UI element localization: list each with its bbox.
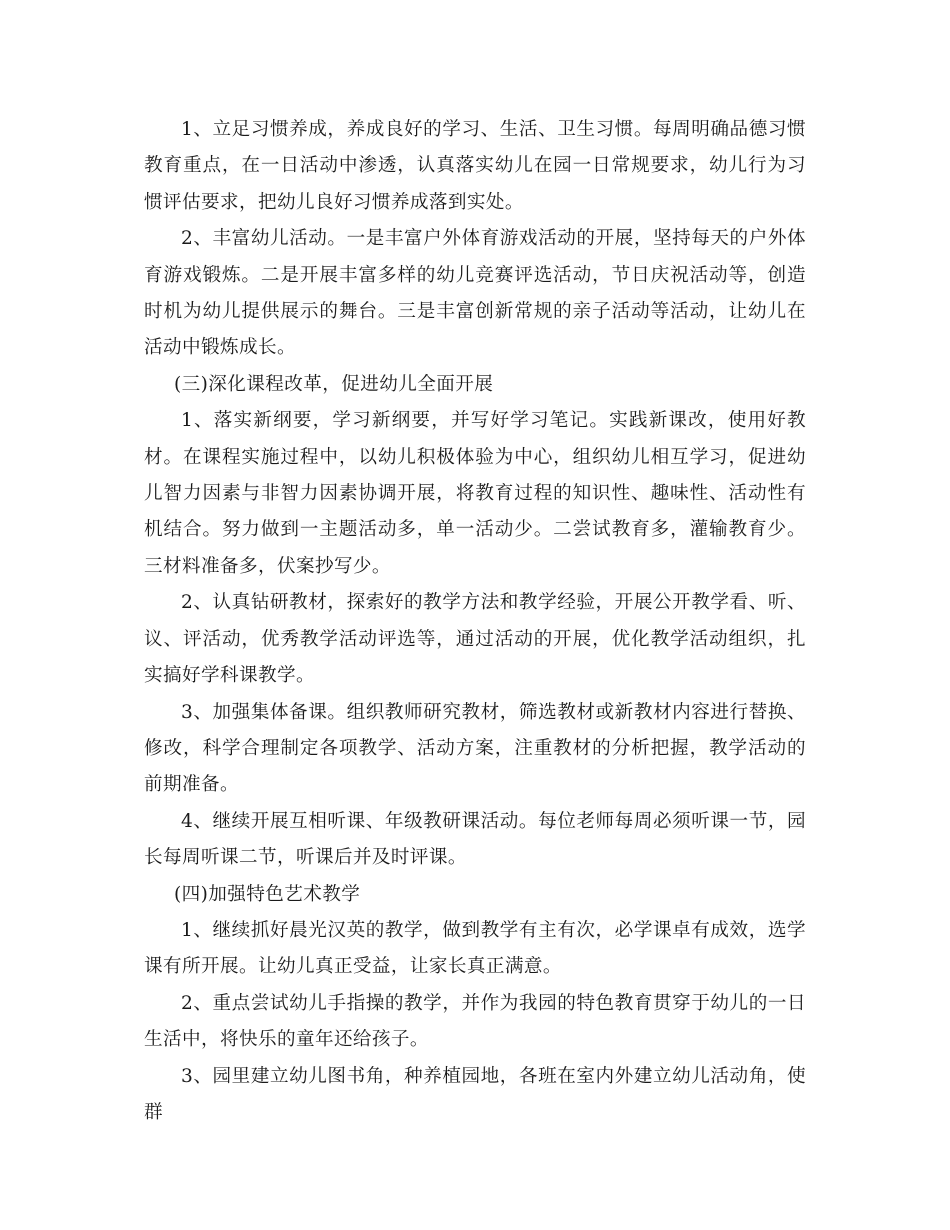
paragraph-study-materials: 2、认真钻研教材，探索好的教学方法和教学经验，开展公开教学看、听、议、评活动，优秀教学活动评选等，通过活动的开展，优化教学活动组织，扎实搞好学科课教学。 <box>144 592 806 687</box>
section-heading-curriculum-reform: (三)深化课程改革，促进幼儿全面开展 <box>174 373 494 395</box>
paragraph-group-lesson-prep: 3、加强集体备课。组织教师研究教材，筛选教材或新教材内容进行替换、修改，科学合理制定各项教学、活动方案，注重教材的分析把握，教学活动的前期准备。 <box>144 701 806 796</box>
paragraph-enrich-activities: 2、丰富幼儿活动。一是丰富户外体育游戏活动的开展，坚持每天的户外体育游戏锻炼。二是开展丰富多样的幼儿竞赛评选活动，节日庆祝活动等，创造时机为幼儿提供展示的舞台。三是丰富创新常规的亲子活动等活动，让幼儿在活动中锻炼成长。 <box>144 228 806 359</box>
document-body <box>144 112 806 1131</box>
paragraph-finger-exercises: 2、重点尝试幼儿手指操的教学，并作为我园的特色教育贯穿于幼儿的一日生活中，将快乐的童年还给孩子。 <box>144 992 806 1051</box>
paragraph-chinese-english: 1、继续抓好晨光汉英的教学，做到教学有主有次，必学课卓有成效，选学课有所开展。让幼儿真正受益，让家长真正满意。 <box>144 919 806 978</box>
paragraph-lesson-observation: 4、继续开展互相听课、年级教研课活动。每位老师每周必须听课一节，园长每周听课二节，听课后并及时评课。 <box>144 810 806 869</box>
paragraph-book-corner: 3、园里建立幼儿图书角，种养植园地，各班在室内外建立幼儿活动角，使群 <box>144 1065 806 1123</box>
paragraph-new-outline: 1、落实新纲要，学习新纲要，并写好学习笔记。实践新课改，使用好教材。在课程实施过程中，以幼儿积极体验为中心，组织幼儿相互学习，促进幼儿智力因素与非智力因素协调开展，将教育过程的知识性、趣味性、活动性有机结合。努力做到一主题活动多，单一活动少。二尝试教育多，灌输教育少。三材料准备多，伏案抄写少。 <box>144 410 806 577</box>
paragraph-habit-formation: 1、立足习惯养成，养成良好的学习、生活、卫生习惯。每周明确品德习惯教育重点，在一日活动中渗透，认真落实幼儿在园一日常规要求，幼儿行为习惯评估要求，把幼儿良好习惯养成落到实处。 <box>144 119 806 213</box>
section-heading-art-teaching: (四)加强特色艺术教学 <box>174 883 361 905</box>
